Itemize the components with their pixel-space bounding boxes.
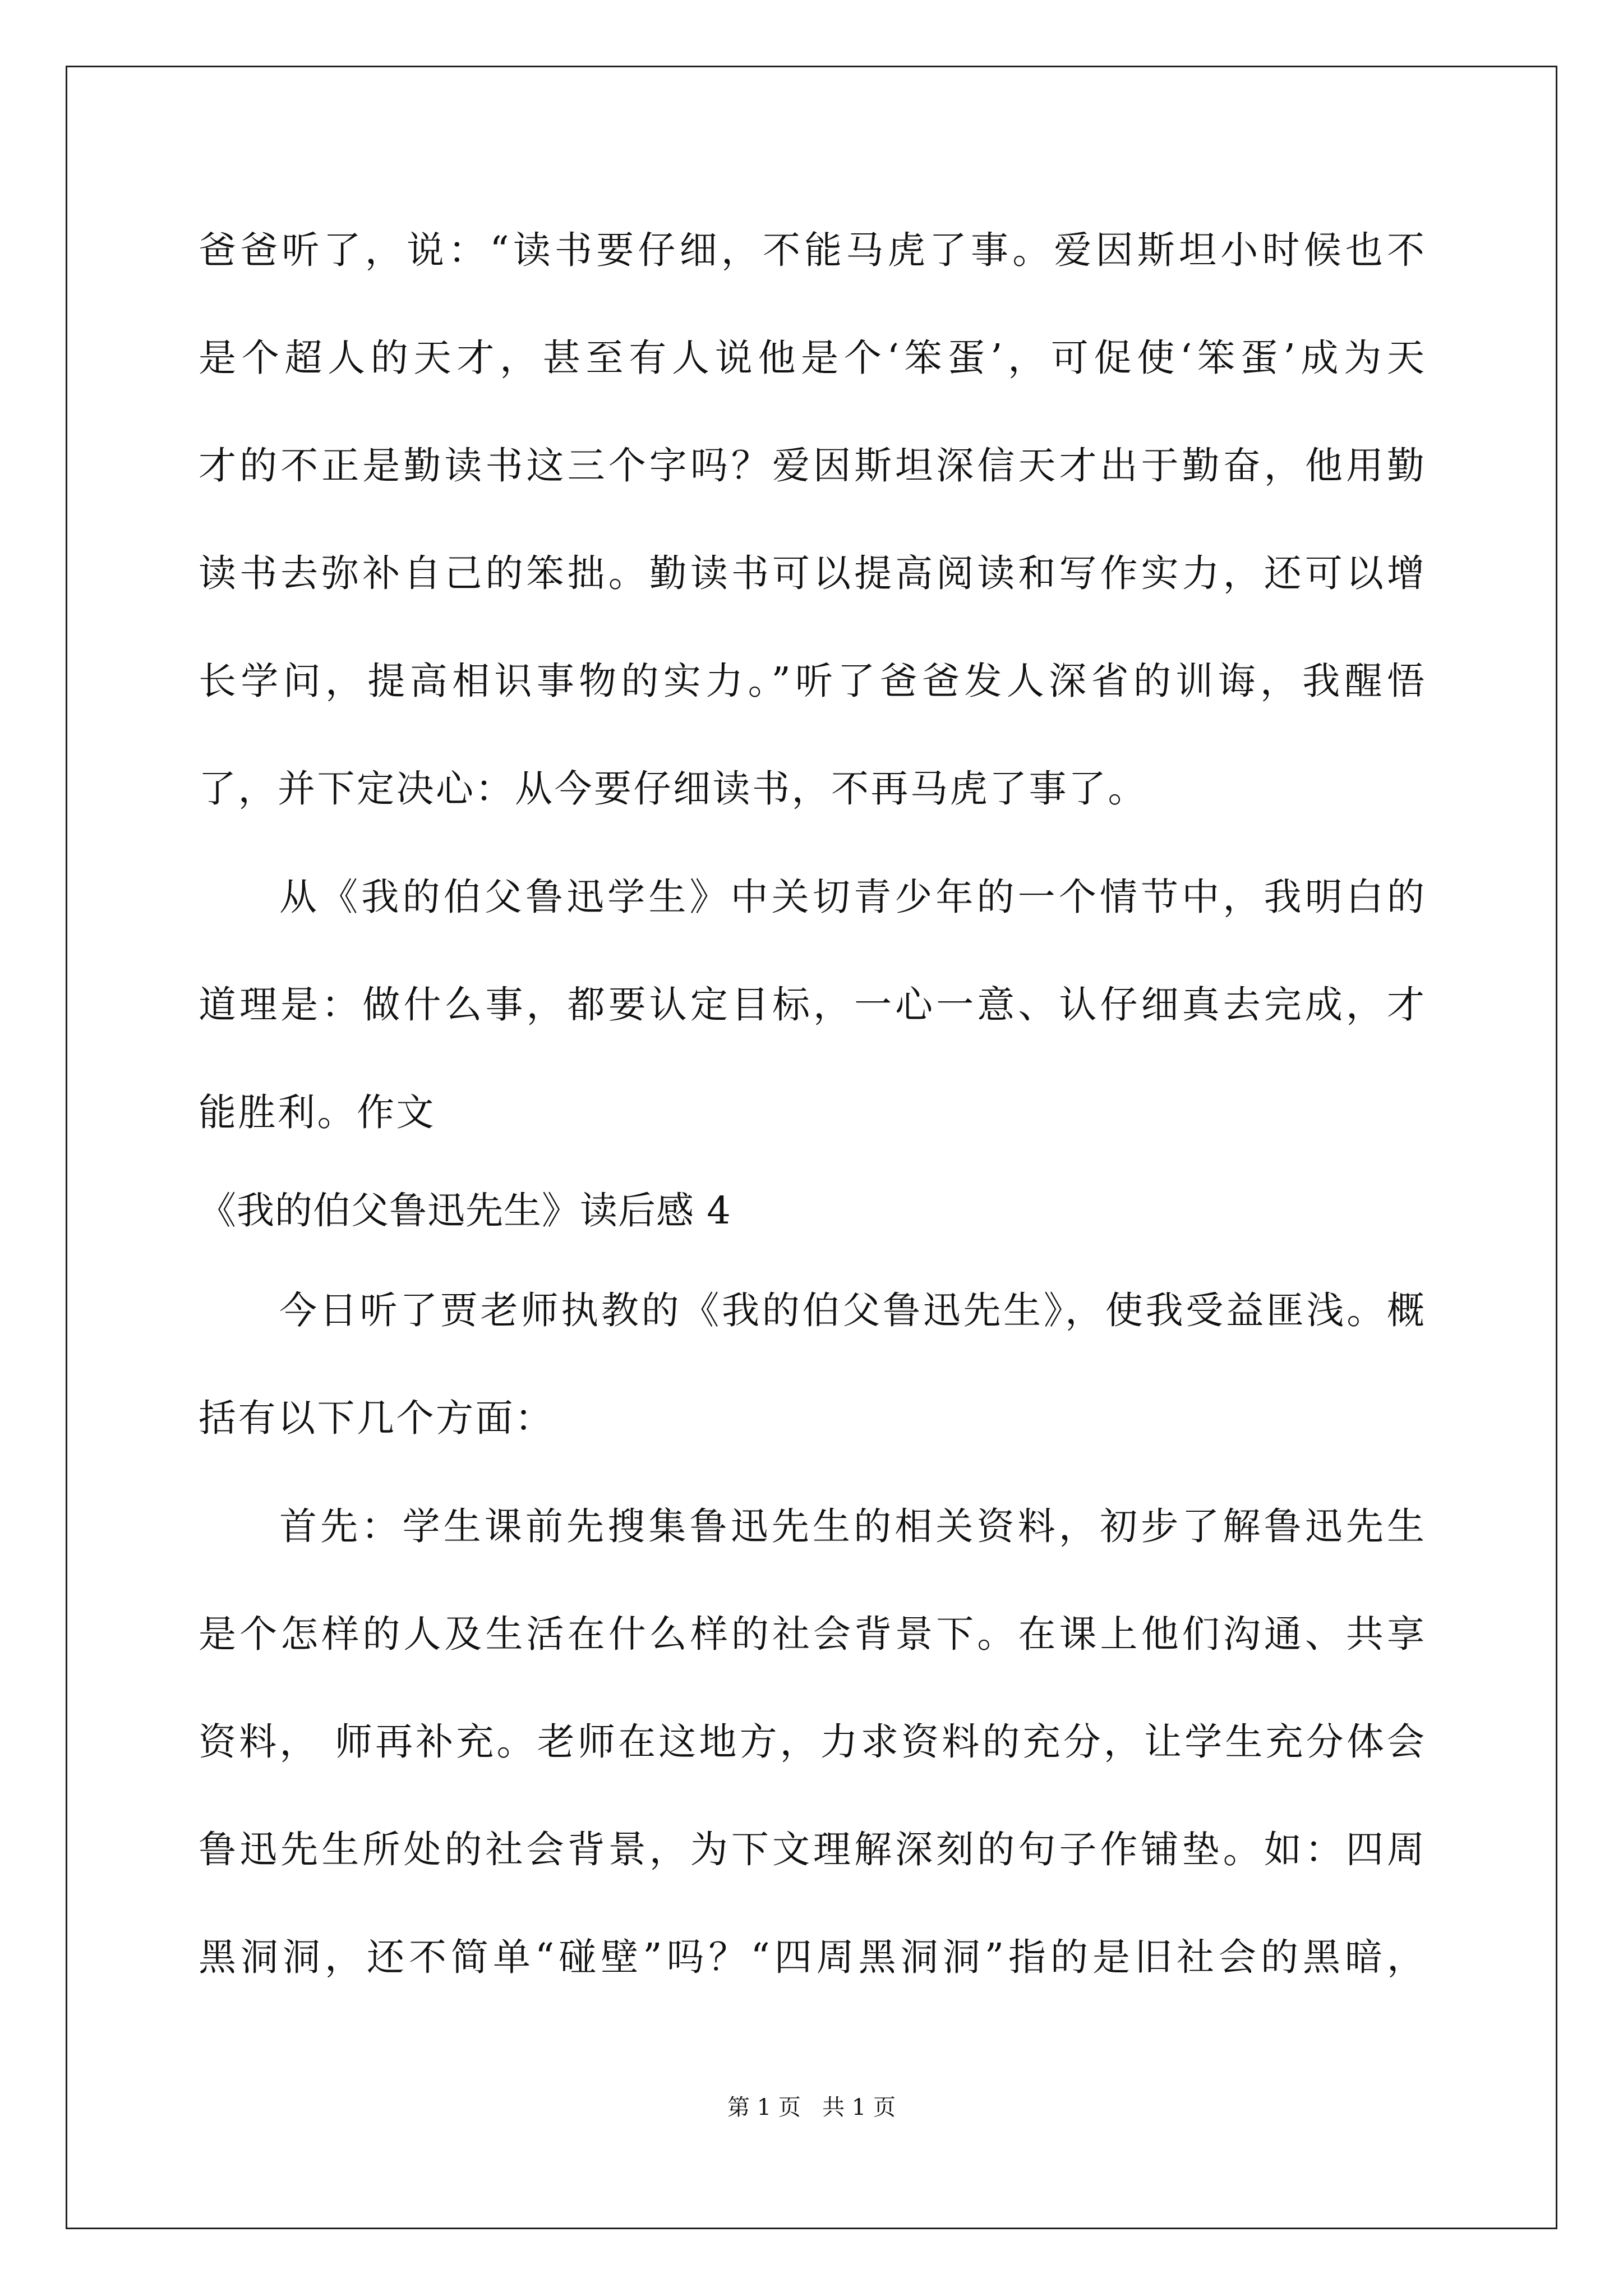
- text-line: 今日听了贾老师执教的《我的伯父鲁迅先生》，使我受益匪浅。概: [279, 1289, 1424, 1332]
- page-border: [66, 66, 1557, 2229]
- section-heading: 《我的伯父鲁迅先生》读后感 4: [199, 1189, 731, 1232]
- text-line: 爸爸听了，说：“读书要仔细，不能马虎了事。爱因斯坦小时候也不: [199, 228, 1424, 272]
- text-line: 道理是：做什么事，都要认定目标，一心一意、认仔细真去完成，才: [199, 983, 1424, 1027]
- text-line: 是个怎样的人及生活在什么样的社会背景下。在课上他们沟通、共享: [199, 1612, 1424, 1656]
- text-line: 了，并下定决心：从今要仔细读书，不再马虎了事了。: [199, 767, 1147, 811]
- text-line: 鲁迅先生所处的社会背景，为下文理解深刻的句子作铺垫。如：四周: [199, 1828, 1424, 1871]
- text-line: 是个超人的天才，甚至有人说他是个‘笨蛋’，可促使‘笨蛋’成为天: [199, 336, 1424, 380]
- text-line: 从《我的伯父鲁迅学生》中关切青少年的一个情节中，我明白的: [279, 875, 1424, 919]
- text-line: 黑洞洞，还不简单“碰壁”吗？“四周黑洞洞”指的是旧社会的黑暗，: [199, 1935, 1424, 1979]
- text-line: 资料， 师再补充。老师在这地方，力求资料的充分，让学生充分体会: [199, 1720, 1424, 1764]
- text-line: 首先：学生课前先搜集鲁迅先生的相关资料，初步了解鲁迅先生: [279, 1504, 1424, 1548]
- text-line: 才的不正是勤读书这三个字吗？爱因斯坦深信天才出于勤奋，他用勤: [199, 444, 1424, 487]
- page-footer: 第 1 页 共 1 页: [727, 2095, 896, 2120]
- text-line: 读书去弥补自己的笨拙。勤读书可以提高阅读和写作实力，还可以增: [199, 551, 1424, 595]
- text-line: 长学问，提高相识事物的实力。”听了爸爸发人深省的训诲，我醒悟: [199, 659, 1424, 703]
- text-line: 括有以下几个方面：: [199, 1396, 555, 1440]
- text-line: 能胜利。作文: [199, 1091, 436, 1134]
